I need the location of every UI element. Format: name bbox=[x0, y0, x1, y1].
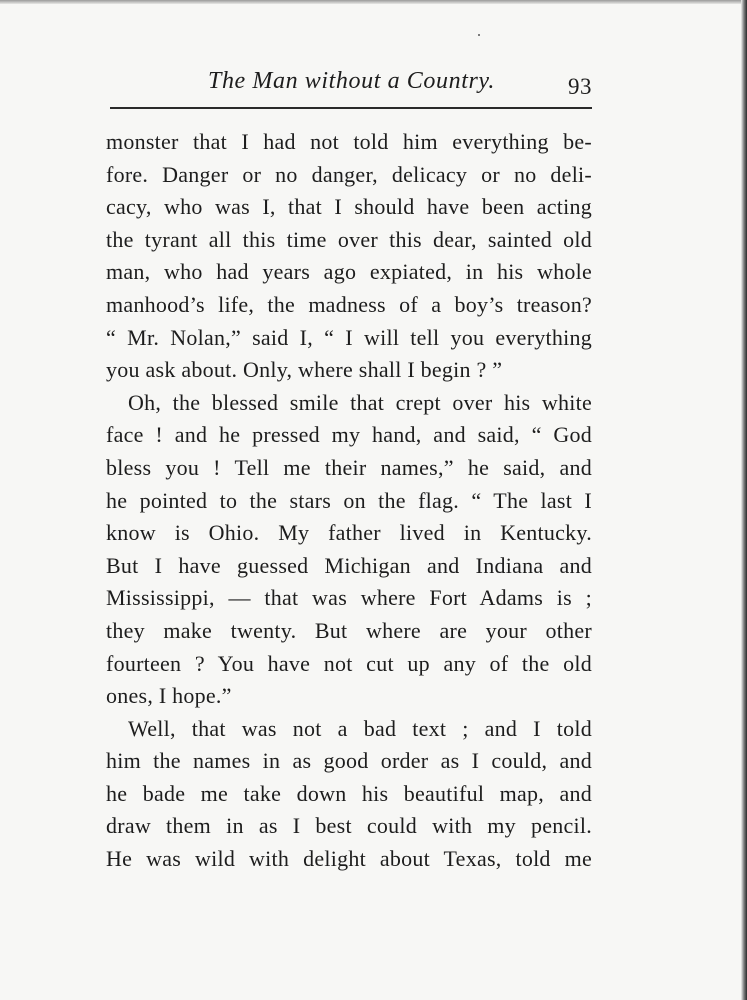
text-line: Oh, the blessed smile that crept over his white bbox=[128, 389, 592, 415]
text-line: fore. Danger or no danger, delicacy or no deli- bbox=[106, 161, 592, 187]
text-line: man, who had years ago expiated, in his whole bbox=[106, 259, 592, 285]
text-line: the tyrant all this time over this dear, sainted old bbox=[106, 226, 592, 252]
text-line: fourteen ? You have not cut up any of the old bbox=[106, 650, 592, 676]
running-title: The Man without a Country. bbox=[208, 68, 495, 94]
text-line: him the names in as good order as I could, and bbox=[106, 748, 592, 774]
text-line: you ask about. Only, where shall I begin ? ” bbox=[106, 357, 503, 383]
page-header bbox=[110, 64, 592, 104]
text-line: Well, that was not a bad text ; and I told bbox=[128, 715, 592, 741]
text-line: they make twenty. But where are your other bbox=[106, 617, 592, 643]
header-rule bbox=[110, 107, 592, 109]
text-line: cacy, who was I, that I should have been acting bbox=[106, 194, 592, 220]
text-line: draw them in as I best could with my pencil. bbox=[106, 813, 592, 839]
text-line: know is Ohio. My father lived in Kentucky. bbox=[106, 520, 592, 546]
page-top-edge bbox=[0, 0, 747, 4]
text-line: face ! and he pressed my hand, and said, “ God bbox=[106, 422, 592, 448]
text-line: Mississippi, — that was where Fort Adams is ; bbox=[106, 585, 592, 611]
text-line: monster that I had not told him everything be- bbox=[106, 129, 592, 154]
text-line: he pointed to the stars on the flag. “ The last I bbox=[106, 487, 592, 513]
text-line: He was wild with delight about Texas, told me bbox=[106, 846, 592, 872]
body-text bbox=[106, 126, 592, 876]
paper-speck bbox=[478, 34, 480, 36]
text-line: But I have guessed Michigan and Indiana and bbox=[106, 552, 592, 578]
page-binding-shadow bbox=[741, 0, 747, 1000]
text-line: bless you ! Tell me their names,” he said, and bbox=[106, 454, 592, 480]
text-line: ones, I hope.” bbox=[106, 683, 232, 709]
text-line: “ Mr. Nolan,” said I, “ I will tell you everything bbox=[106, 324, 592, 350]
text-line: he bade me take down his beautiful map, and bbox=[106, 780, 592, 806]
page-number: 93 bbox=[568, 74, 592, 99]
text-line: manhood’s life, the madness of a boy’s treason? bbox=[106, 291, 592, 317]
